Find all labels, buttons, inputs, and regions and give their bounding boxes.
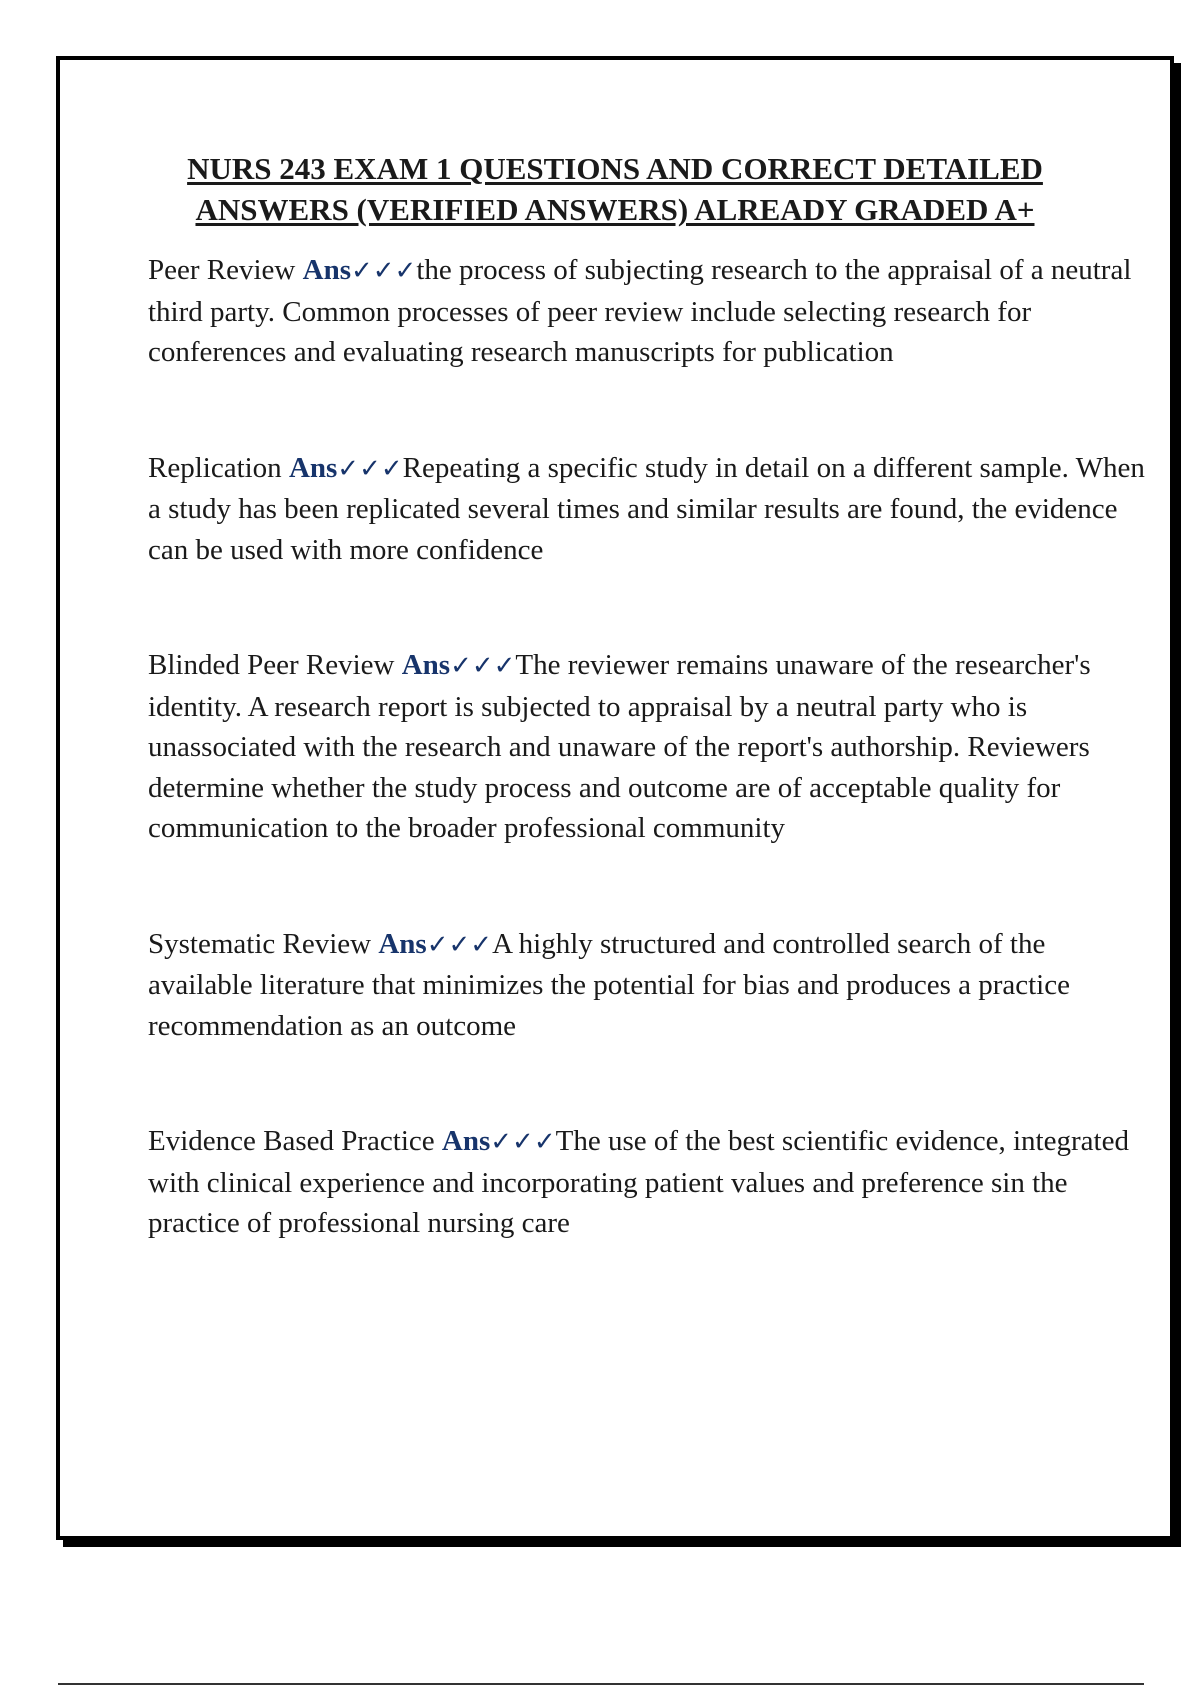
answer-marker: Ans [288,451,338,484]
qa-list [148,250,1148,1319]
qa-answer: The use of the best scientific evidence, integrated with clinical experience and incorporating patient values and preference sin the practice of professional nursing care [148,1125,1129,1239]
answer-marker: Ans [378,927,427,960]
qa-answer: The reviewer remains unaware of the researcher's identity. A research report is subjected to appraisal by a neutral party who is unassociated with the research and unaware of the report's authorship. Reviewers determine whether the study process and outcome are of acceptable quality for communication to the broader professional community [148,649,1091,844]
check-marks-icon: ✓✓✓ [490,1127,556,1157]
document-title [60,148,1170,230]
check-marks-icon: ✓✓✓ [337,453,403,484]
qa-item-systematic-review [148,924,1148,1047]
qa-term: Blinded Peer Review [148,649,395,681]
document-title-line-2: ANSWERS (VERIFIED ANSWERS) ALREADY GRADED A+ [195,192,1035,227]
answer-marker: Ans [302,254,351,286]
check-marks-icon: ✓✓✓ [426,929,493,960]
answer-marker: Ans [401,649,451,681]
qa-item-evidence-based-practice [148,1121,1148,1244]
page-frame [56,56,1174,1540]
qa-term: Replication [148,451,282,484]
qa-item-blinded-peer-review [148,645,1148,849]
qa-answer: the process of subjecting research to the appraisal of a neutral third party. Common processes of peer review include selecting research for conferences and evaluating research manuscripts for publication [148,254,1132,368]
answer-marker: Ans [441,1125,491,1157]
check-marks-icon: ✓✓✓ [450,651,516,681]
qa-answer: A highly structured and controlled search of the available literature that minimizes the potential for bias and produces a practice recommendation as an outcome [148,927,1070,1042]
qa-item-replication [148,448,1148,571]
check-marks-icon: ✓✓✓ [350,256,417,286]
document-title-line-1: NURS 243 EXAM 1 QUESTIONS AND CORRECT DETAILED [187,151,1043,186]
qa-item-peer-review [148,250,1148,373]
footer-divider [58,1683,1144,1685]
qa-term: Evidence Based Practice [148,1125,435,1157]
qa-answer: Repeating a specific study in detail on a different sample. When a study has been replicated several times and similar results are found, the evidence can be used with more confidence [148,451,1145,566]
qa-term: Peer Review [148,254,296,286]
qa-term: Systematic Review [148,927,372,960]
